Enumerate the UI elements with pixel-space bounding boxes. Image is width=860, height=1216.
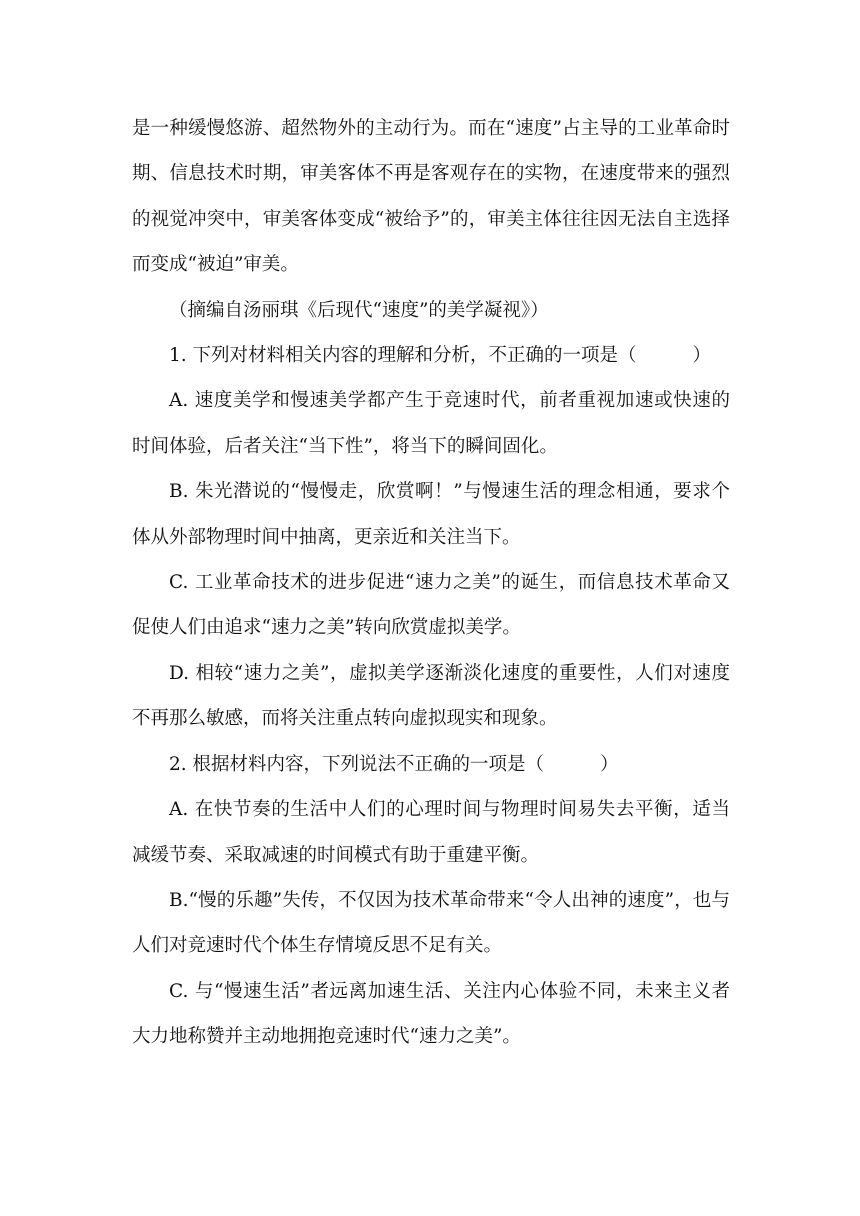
- question-1-stem-text: 1. 下列对材料相关内容的理解和分析，不正确的一项是（: [169, 345, 637, 367]
- question-1-option-b: B. 朱光潜说的“慢慢走，欣赏啊！”与慢速生活的理念相通，要求个体从外部物理时间中抽离，更亲近和关注当下。: [132, 481, 730, 548]
- question-1-stem-close: ）: [692, 345, 712, 367]
- question-1-option-a: A. 速度美学和慢速美学都产生于竞速时代，前者重视加速或快速的时间体验，后者关注“当下性”，将当下的瞬间固化。: [132, 390, 730, 457]
- passage-source: （摘编自汤丽琪《后现代“速度”的美学凝视》）: [169, 299, 549, 321]
- question-1-stem: [132, 333, 730, 378]
- question-2-option-b: B.“慢的乐趣”失传，不仅因为技术革命带来“令人出神的速度”，也与人们对竞速时代个体生存情境反思不足有关。: [132, 889, 730, 957]
- question-2-stem-text: 2. 根据材料内容，下列说法不正确的一项是（: [169, 753, 545, 775]
- question-1-option-d: D. 相较“速力之美”，虚拟美学逐渐淡化速度的重要性，人们对速度不再那么敏感，而将关注重点转向虚拟现实和现象。: [132, 662, 730, 730]
- question-2-stem-close: ）: [600, 753, 619, 775]
- passage-paragraph: 是一种缓慢悠游、超然物外的主动行为。而在“速度”占主导的工业革命时期、信息技术时期，审美客体不再是客观存在的实物，在速度带来的强烈的视觉冲突中，审美客体变成“被给予”的，审美主体往往因无法自主选择而变成“被迫”审美。: [132, 118, 730, 276]
- question-2-stem: [132, 742, 730, 787]
- document-page: [132, 106, 730, 1060]
- question-2-option-c: C. 与“慢速生活”者远离加速生活、关注内心体验不同，未来主义者大力地称赞并主动地拥抱竞速时代“速力之美”。: [132, 980, 730, 1048]
- question-1-option-c: C. 工业革命技术的进步促进“速力之美”的诞生，而信息技术革命又促使人们由追求“速力之美”转向欣赏虚拟美学。: [132, 572, 730, 639]
- question-2-option-a: A. 在快节奏的生活中人们的心理时间与物理时间易失去平衡，适当减缓节奏、采取减速的时间模式有助于重建平衡。: [132, 799, 730, 866]
